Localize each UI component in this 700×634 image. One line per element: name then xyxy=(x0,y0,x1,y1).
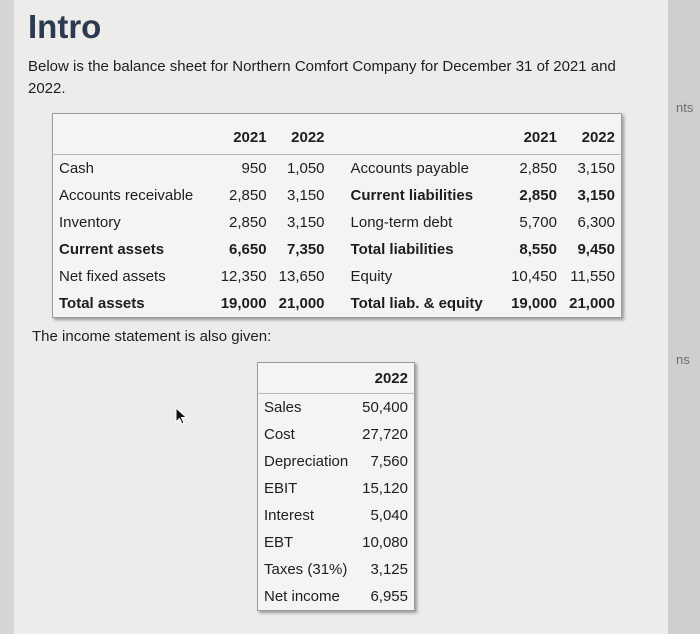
row-label-right: Current liabilities xyxy=(350,187,474,204)
balance-sheet-body xyxy=(53,155,622,318)
intro-paragraph: Below is the balance sheet for Northern Comfort Company for December 31 of 2021 and 2022. xyxy=(28,58,616,97)
row-label-right: Accounts payable xyxy=(350,160,469,177)
header-blank-left xyxy=(53,114,211,155)
income-row-label: Sales xyxy=(264,399,302,416)
income-statement-intro: The income statement is also given: xyxy=(32,328,272,345)
balance-sheet-row xyxy=(53,236,622,263)
income-row-label: EBIT xyxy=(264,480,298,497)
income-row-value: 3,125 xyxy=(370,561,408,578)
mouse-cursor-icon xyxy=(175,407,189,425)
balance-sheet-row xyxy=(53,290,622,318)
page-title: Intro xyxy=(28,8,102,45)
income-statement-row xyxy=(258,556,415,583)
income-statement-row xyxy=(258,394,415,422)
income-row-label: Cost xyxy=(264,426,295,443)
row-label-right: Long-term debt xyxy=(350,214,453,231)
header-blank-right xyxy=(331,114,501,155)
row-label-left: Cash xyxy=(59,160,95,177)
value-2022-right: 21,000 xyxy=(569,295,615,312)
income-row-value: 15,120 xyxy=(362,480,408,497)
value-2021-left: 2,850 xyxy=(229,187,267,204)
value-2021-right: 8,550 xyxy=(519,241,557,258)
income-statement-table xyxy=(257,362,415,611)
value-2021-left: 6,650 xyxy=(229,241,267,258)
edge-fragment-1: nts xyxy=(676,100,694,115)
balance-sheet-table xyxy=(52,113,622,318)
row-label-right: Total liab. & equity xyxy=(350,295,483,312)
income-statement-row xyxy=(258,421,415,448)
value-2022-right: 9,450 xyxy=(577,241,615,258)
balance-sheet-row xyxy=(53,209,622,236)
income-row-label: Net income xyxy=(264,588,340,605)
row-label-left: Inventory xyxy=(59,214,121,231)
balance-sheet-header-row xyxy=(53,114,622,155)
value-2021-right: 5,700 xyxy=(519,214,557,231)
value-2022-left: 3,150 xyxy=(286,187,325,204)
value-2021-left: 950 xyxy=(241,160,267,177)
balance-sheet-row xyxy=(53,182,622,209)
income-row-value: 7,560 xyxy=(370,453,408,470)
value-2022-left: 21,000 xyxy=(278,295,325,312)
value-2021-right: 2,850 xyxy=(519,160,557,177)
value-2022-right: 11,550 xyxy=(570,268,615,285)
value-2021-right: 19,000 xyxy=(511,295,557,312)
row-label-left: Accounts receivable xyxy=(59,187,194,204)
income-row-value: 10,080 xyxy=(362,534,408,551)
income-header-blank xyxy=(258,363,356,394)
row-label-right: Total liabilities xyxy=(350,241,454,258)
income-row-label: EBT xyxy=(264,534,294,551)
value-2022-left: 1,050 xyxy=(286,160,325,177)
income-header-row xyxy=(258,363,415,394)
edge-fragment-2: ns xyxy=(676,352,690,367)
income-statement-body xyxy=(258,394,415,611)
income-statement-row xyxy=(258,475,415,502)
income-row-label: Taxes (31%) xyxy=(264,561,348,578)
income-row-value: 6,955 xyxy=(370,588,408,605)
value-2022-right: 3,150 xyxy=(577,187,615,204)
income-statement-row xyxy=(258,502,415,529)
value-2022-left: 7,350 xyxy=(286,241,325,258)
income-statement-row xyxy=(258,529,415,556)
balance-sheet-row xyxy=(53,263,622,290)
income-row-value: 5,040 xyxy=(370,507,408,524)
income-statement-row xyxy=(258,583,415,611)
value-2021-left: 2,850 xyxy=(229,214,267,231)
value-2022-left: 13,650 xyxy=(278,268,325,285)
income-row-label: Interest xyxy=(264,507,315,524)
income-statement-row xyxy=(258,448,415,475)
value-2021-right: 10,450 xyxy=(511,268,557,285)
value-2022-left: 3,150 xyxy=(286,214,325,231)
value-2021-left: 12,350 xyxy=(220,268,267,285)
income-row-value: 27,720 xyxy=(362,426,408,443)
value-2022-right: 6,300 xyxy=(577,214,615,231)
value-2021-left: 19,000 xyxy=(220,295,267,312)
row-label-left: Total assets xyxy=(59,295,145,312)
header-year-2021-liabilities: 2021 xyxy=(523,128,557,146)
income-header-year: 2022 xyxy=(374,369,408,387)
header-year-2022-liabilities: 2022 xyxy=(581,128,615,146)
header-year-2022-assets: 2022 xyxy=(291,128,325,146)
adjacent-panel-edge xyxy=(668,0,700,634)
row-label-left: Current assets xyxy=(59,241,165,258)
value-2022-right: 3,150 xyxy=(577,160,615,177)
header-year-2021-assets: 2021 xyxy=(233,128,267,146)
income-row-label: Depreciation xyxy=(264,453,349,470)
row-label-left: Net fixed assets xyxy=(59,268,166,285)
value-2021-right: 2,850 xyxy=(519,187,557,204)
balance-sheet-row xyxy=(53,155,622,183)
row-label-right: Equity xyxy=(350,268,393,285)
income-row-value: 50,400 xyxy=(362,399,408,416)
